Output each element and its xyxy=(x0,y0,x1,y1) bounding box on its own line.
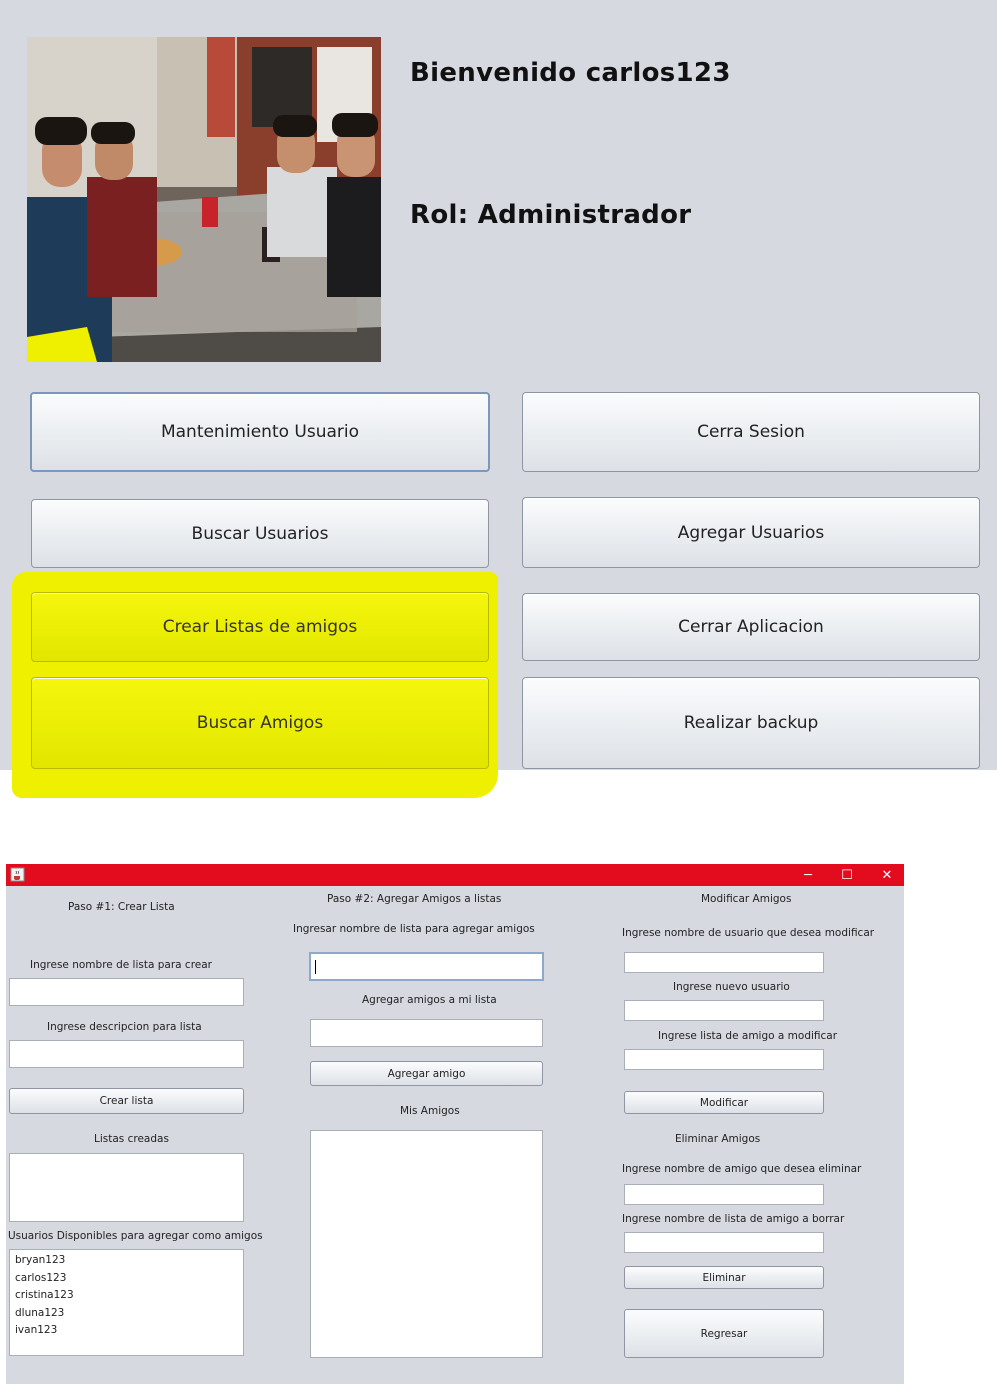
list-item[interactable]: cristina123 xyxy=(15,1289,74,1301)
modify-user-label: Ingrese nombre de usuario que desea modificar xyxy=(622,927,875,939)
friends-lists-window xyxy=(6,864,904,1384)
delete-friend-input[interactable] xyxy=(624,1184,824,1205)
buscar-amigos-button[interactable]: Buscar Amigos xyxy=(31,677,489,769)
target-list-label: Ingresar nombre de lista para agregar amigos xyxy=(293,923,535,935)
add-friend-input[interactable] xyxy=(310,1019,543,1047)
list-item[interactable]: ivan123 xyxy=(15,1324,58,1336)
eliminar-button[interactable]: Eliminar xyxy=(624,1266,824,1289)
modify-heading: Modificar Amigos xyxy=(701,893,792,905)
welcome-title: Bienvenido carlos123 xyxy=(410,58,731,88)
my-friends-label: Mis Amigos xyxy=(400,1105,460,1117)
text-caret xyxy=(315,960,316,974)
modificar-button[interactable]: Modificar xyxy=(624,1091,824,1114)
list-name-label: Ingrese nombre de lista para crear xyxy=(30,959,213,971)
paso2-heading: Paso #2: Agregar Amigos a listas xyxy=(327,893,502,905)
crear-listas-amigos-button[interactable]: Crear Listas de amigos xyxy=(31,592,489,662)
paso1-heading: Paso #1: Crear Lista xyxy=(68,901,175,913)
list-item[interactable]: dluna123 xyxy=(15,1306,65,1319)
list-description-input[interactable] xyxy=(9,1040,244,1068)
created-lists-label: Listas creadas xyxy=(94,1133,169,1145)
group-photo-image xyxy=(27,37,381,362)
regresar-button[interactable]: Regresar xyxy=(624,1309,824,1358)
available-users-list[interactable] xyxy=(9,1249,244,1356)
delete-list-input[interactable] xyxy=(624,1232,824,1253)
close-icon[interactable]: ✕ xyxy=(881,867,893,883)
modify-user-input[interactable] xyxy=(624,952,824,973)
list-item[interactable]: carlos123 xyxy=(15,1271,67,1284)
created-lists-box[interactable] xyxy=(9,1153,244,1222)
add-friends-label: Agregar amigos a mi lista xyxy=(362,994,497,1006)
cerrar-sesion-button[interactable]: Cerra Sesion xyxy=(522,392,980,472)
realizar-backup-button[interactable]: Realizar backup xyxy=(522,677,980,769)
profile-photo xyxy=(27,37,381,362)
minimize-icon[interactable]: ─ xyxy=(804,867,812,883)
maximize-icon[interactable]: ☐ xyxy=(841,867,853,883)
list-description-label: Ingrese descripcion para lista xyxy=(47,1021,202,1033)
cerrar-aplicacion-button[interactable]: Cerrar Aplicacion xyxy=(522,593,980,661)
window-titlebar[interactable] xyxy=(6,864,904,886)
list-item[interactable]: bryan123 xyxy=(15,1254,66,1266)
agregar-amigo-button[interactable]: Agregar amigo xyxy=(310,1061,543,1086)
crear-lista-button[interactable]: Crear lista xyxy=(9,1088,244,1114)
role-label: Rol: Administrador xyxy=(410,200,692,230)
available-users-label: Usuarios Disponibles para agregar como amigos xyxy=(8,1230,263,1242)
target-list-input[interactable] xyxy=(309,952,544,981)
modify-list-label: Ingrese lista de amigo a modificar xyxy=(658,1030,838,1042)
java-cup-icon xyxy=(10,867,25,882)
modify-list-input[interactable] xyxy=(624,1049,824,1070)
delete-heading: Eliminar Amigos xyxy=(675,1133,761,1145)
agregar-usuarios-button[interactable]: Agregar Usuarios xyxy=(522,497,980,568)
my-friends-list[interactable] xyxy=(310,1130,543,1358)
list-name-input[interactable] xyxy=(9,978,244,1006)
new-user-label: Ingrese nuevo usuario xyxy=(673,981,790,993)
new-user-input[interactable] xyxy=(624,1000,824,1021)
delete-list-label: Ingrese nombre de lista de amigo a borrar xyxy=(622,1213,845,1225)
delete-friend-label: Ingrese nombre de amigo que desea eliminar xyxy=(622,1163,862,1175)
buscar-usuarios-button[interactable]: Buscar Usuarios xyxy=(31,499,489,568)
mantenimiento-usuario-button[interactable]: Mantenimiento Usuario xyxy=(30,392,490,472)
